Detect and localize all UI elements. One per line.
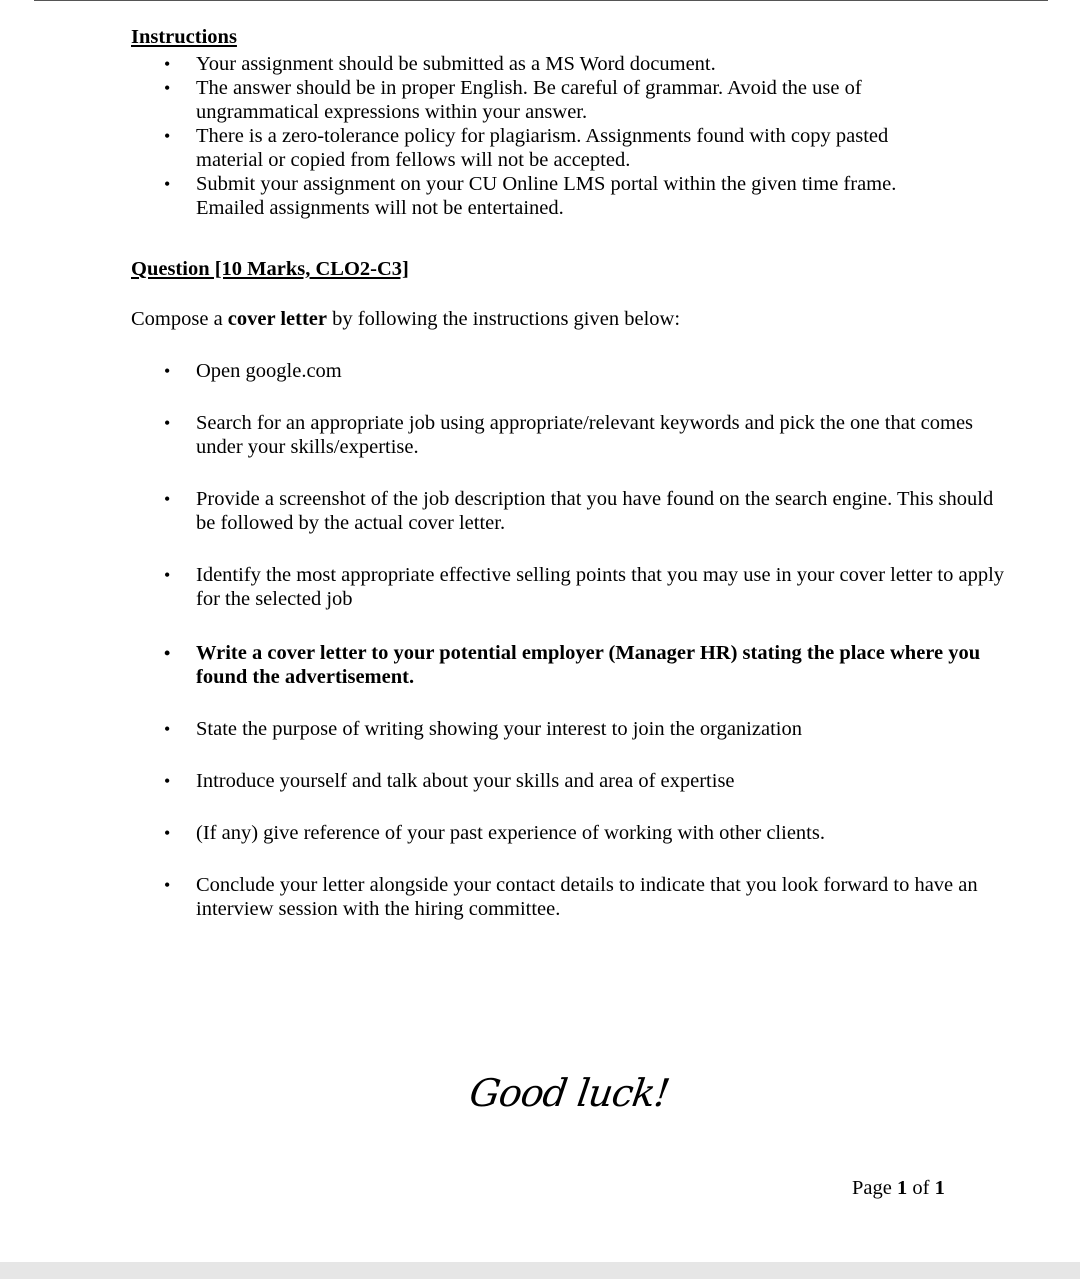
bullet-icon: •	[164, 489, 171, 509]
bullet-icon: •	[164, 823, 171, 843]
bullet-icon: •	[164, 771, 171, 791]
bullet-icon: •	[164, 126, 171, 146]
list-item: • There is a zero-tolerance policy for plagiarism. Assignments found with copy pasted material or copied from fellows will not be accepted.	[164, 125, 889, 171]
list-item: • Write a cover letter to your potential employer (Manager HR) stating the place where you found the advertisement.	[164, 642, 981, 688]
list-item: • Identify the most appropriate effective selling points that you may use in your cover letter to apply for the selected job	[164, 564, 1005, 610]
bullet-icon: •	[164, 361, 171, 381]
bottom-gray-bar	[0, 1262, 1080, 1279]
bullet-icon: •	[164, 719, 171, 739]
bullet-icon: •	[164, 174, 171, 194]
page-number: Page 1 of 1	[852, 1177, 945, 1199]
top-divider	[34, 0, 1048, 1]
list-item: • Open google.com	[164, 360, 342, 382]
list-item: • Submit your assignment on your CU Online LMS portal within the given time frame. Emailed assignments will not be entertained.	[164, 173, 897, 219]
bullet-icon: •	[164, 875, 171, 895]
good-luck-closing: Good luck!	[466, 1071, 672, 1115]
instructions-heading: Instructions	[131, 26, 237, 48]
bullet-icon: •	[164, 565, 171, 585]
list-item: • The answer should be in proper English. Be careful of grammar. Avoid the use of ungrammatical expressions within your answer.	[164, 77, 862, 123]
bullet-icon: •	[164, 643, 171, 663]
list-item: • Your assignment should be submitted as a MS Word document.	[164, 53, 716, 75]
bullet-icon: •	[164, 78, 171, 98]
list-item: • (If any) give reference of your past experience of working with other clients.	[164, 822, 825, 844]
question-intro: Compose a cover letter by following the instructions given below:	[131, 308, 681, 330]
instructions-list	[131, 52, 951, 220]
question-heading: Question [10 Marks, CLO2-C3]	[131, 258, 409, 280]
list-item: • Conclude your letter alongside your contact details to indicate that you look forward to have an interview session with the hiring committee.	[164, 874, 978, 920]
bullet-icon: •	[164, 54, 171, 74]
list-item: • Provide a screenshot of the job description that you have found on the search engine. This should be followed by the actual cover letter.	[164, 488, 994, 534]
list-item: • Introduce yourself and talk about your skills and area of expertise	[164, 770, 735, 792]
list-item: • State the purpose of writing showing your interest to join the organization	[164, 718, 802, 740]
bullet-icon: •	[164, 413, 171, 433]
list-item: • Search for an appropriate job using appropriate/relevant keywords and pick the one that comes under your skills/expertise.	[164, 412, 974, 458]
